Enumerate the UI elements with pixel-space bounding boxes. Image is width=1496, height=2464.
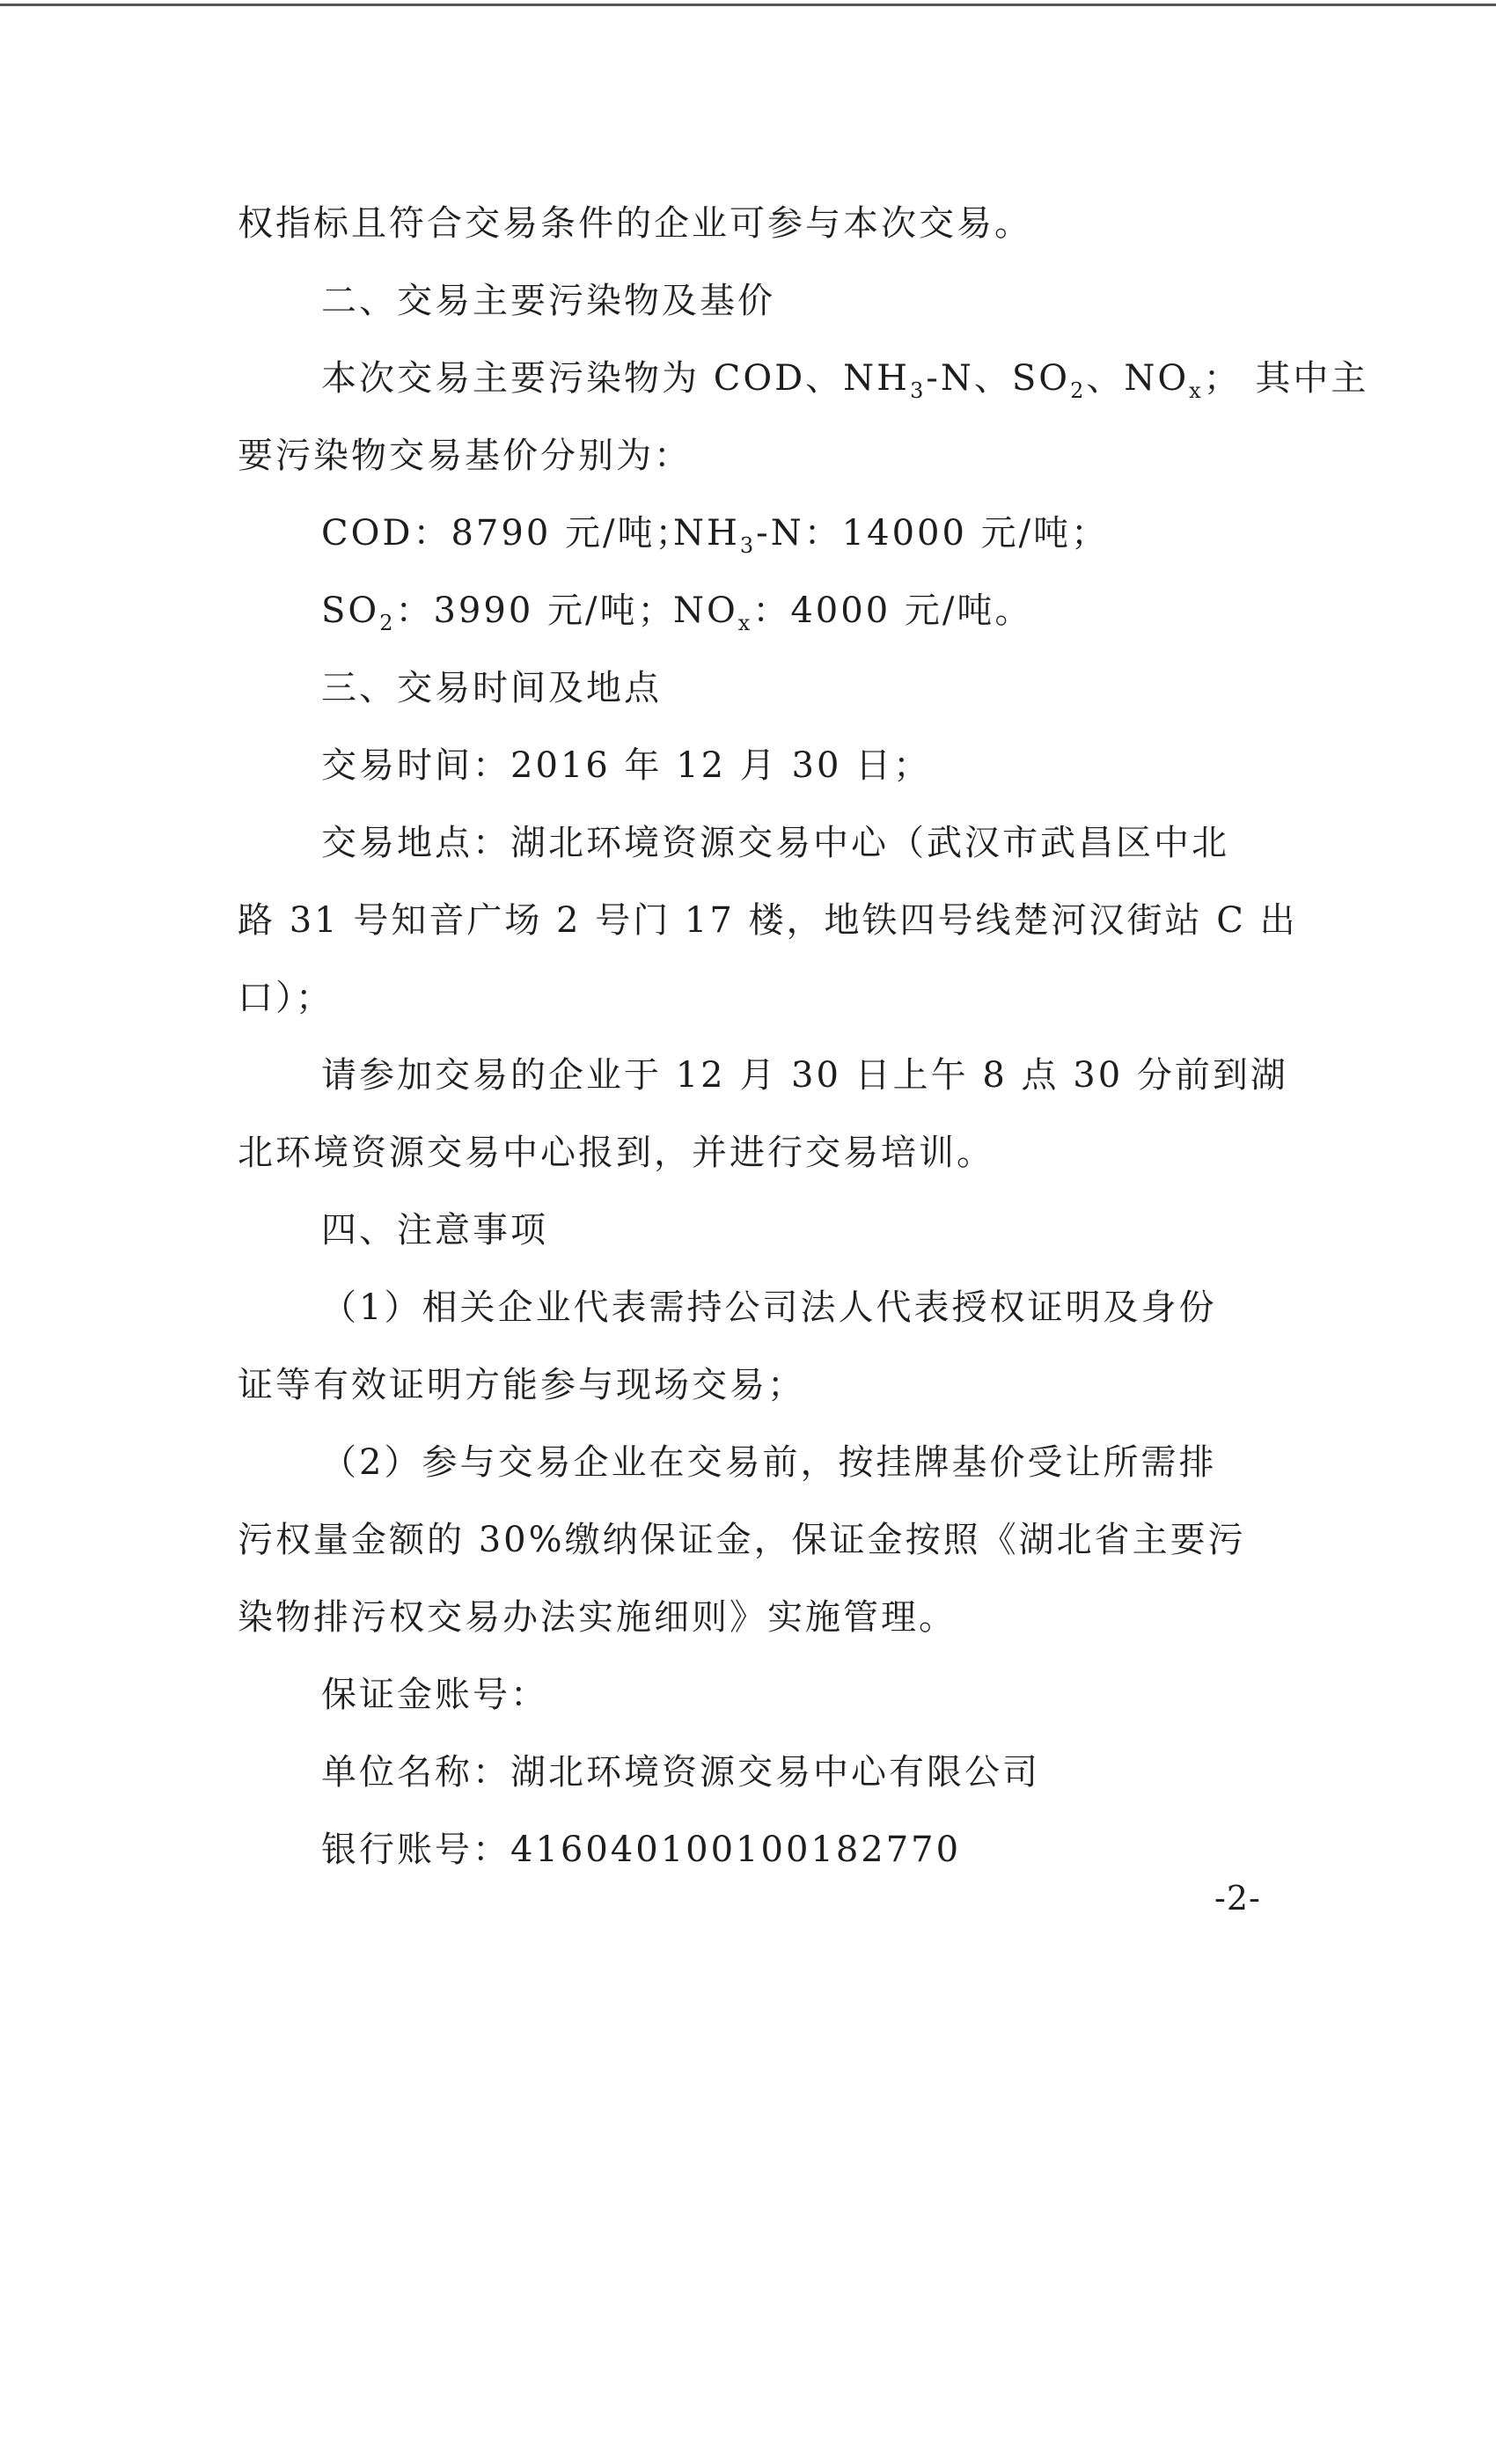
text-run: NH <box>673 513 740 554</box>
trade-time: 交易时间：2016 年 12 月 30 日； <box>321 745 932 786</box>
section-heading-pollutants: 二、交易主要污染物及基价 <box>321 281 775 321</box>
trade-place-line: 路 31 号知音广场 2 号门 17 楼，地铁四号线楚河汉街站 C 出 <box>238 900 1298 941</box>
note-line: 证等有效证明方能参与现场交易； <box>238 1365 805 1405</box>
note-line: （1）相关企业代表需持公司法人代表授权证明及身份 <box>321 1287 1217 1328</box>
text-run: -N：14000 元/吨； <box>756 513 1110 554</box>
report-line: 请参加交易的企业于 12 月 30 日上午 8 点 30 分前到湖 <box>321 1055 1288 1096</box>
subscript: 2 <box>379 611 396 635</box>
subscript: x <box>737 611 753 635</box>
text-run: NO <box>673 590 738 631</box>
text-run: SO <box>321 590 380 631</box>
text-line: 要污染物交易基价分别为： <box>238 436 692 476</box>
page-number: -2- <box>1214 1879 1261 1918</box>
trade-place-line: 口）； <box>238 978 334 1018</box>
note-line: （2）参与交易企业在交易前，按挂牌基价受让所需排 <box>321 1442 1217 1483</box>
so2-price <box>238 572 676 649</box>
subscript: 2 <box>1070 378 1087 403</box>
trade-place-line: 交易地点：湖北环境资源交易中心（武汉市武昌区中北 <box>321 823 1229 863</box>
deposit-heading: 保证金账号： <box>321 1675 548 1715</box>
text-run: 、NO <box>1086 358 1190 399</box>
pollutants-intro <box>238 340 1369 417</box>
text-run: ：4000 元/吨。 <box>752 590 1033 631</box>
nh3-price <box>673 495 1109 572</box>
note-line: 污权量金额的 30%缴纳保证金，保证金按照《湖北省主要污 <box>238 1520 1246 1560</box>
document-body <box>238 185 1369 1888</box>
note-line: 染物排污权交易办法实施细则》实施管理。 <box>238 1597 957 1638</box>
nox-price <box>673 572 1032 649</box>
bank-account: 银行账号：416040100100182770 <box>321 1830 962 1870</box>
subscript: 3 <box>739 533 757 558</box>
cod-price: COD：8790 元/吨； <box>321 513 693 554</box>
text-run: 本次交易主要污染物为 COD、NH <box>321 358 911 399</box>
section-heading-notes: 四、注意事项 <box>321 1210 548 1250</box>
text-run: ； 其中主 <box>1203 358 1369 399</box>
text-line: 权指标且符合交易条件的企业可参与本次交易。 <box>238 203 1032 244</box>
section-heading-time-place: 三、交易时间及地点 <box>321 668 662 708</box>
subscript: 3 <box>910 378 927 403</box>
text-run: ：3990 元/吨； <box>395 590 676 631</box>
unit-name: 单位名称：湖北环境资源交易中心有限公司 <box>321 1752 1040 1793</box>
price-row-2 <box>238 572 1258 649</box>
top-border-line <box>0 4 1496 6</box>
text-run: -N、SO <box>926 358 1071 399</box>
price-row-1 <box>238 495 1258 572</box>
subscript: x <box>1189 378 1204 403</box>
report-line: 北环境资源交易中心报到，并进行交易培训。 <box>238 1133 994 1173</box>
